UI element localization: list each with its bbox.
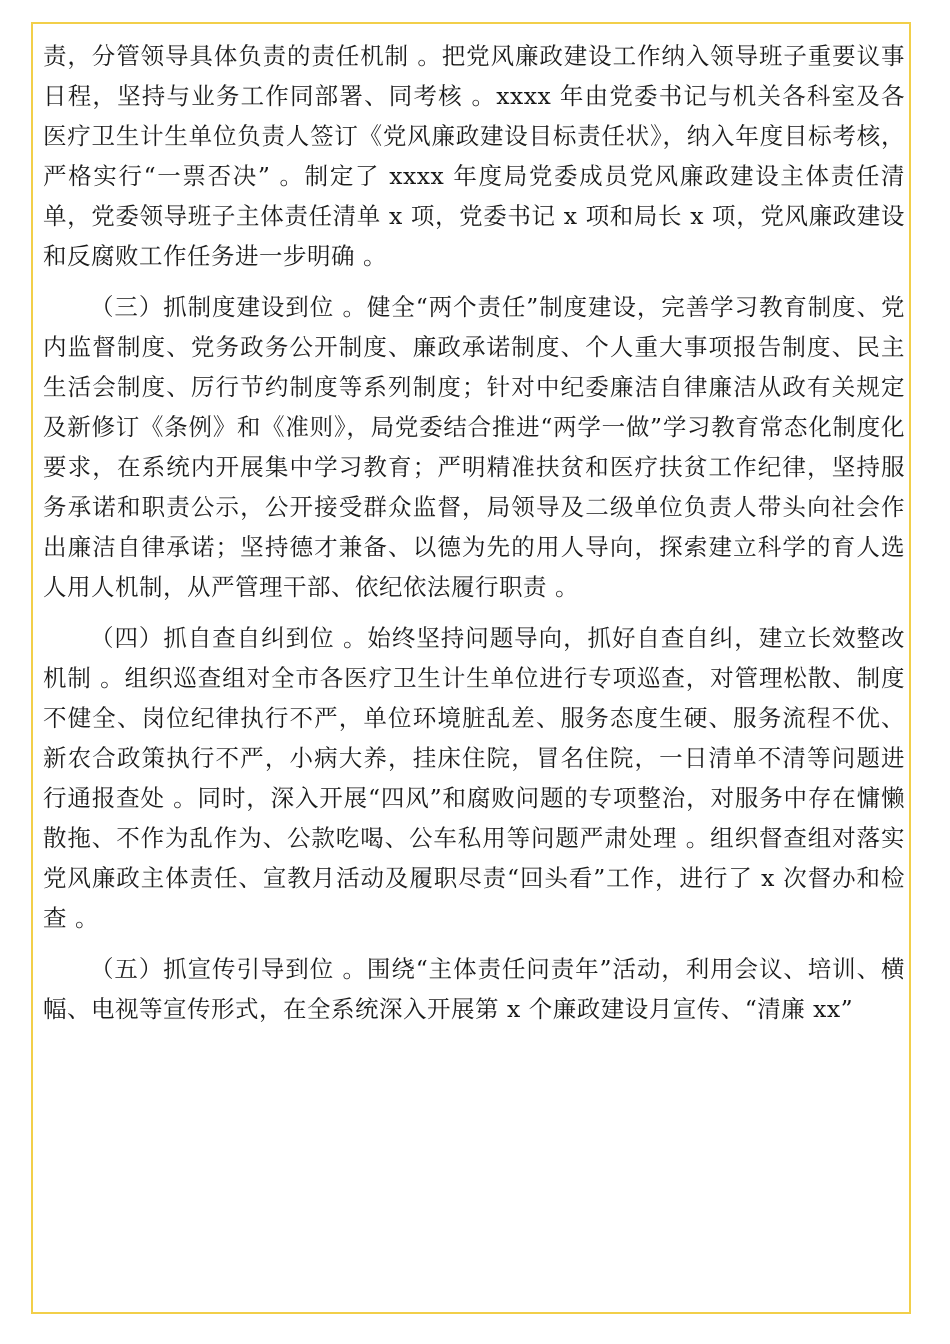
- paragraph-self-inspection: （四）抓自查自纠到位 。始终坚持问题导向，抓好自查自纠，建立长效整改机制 。组织巡查组对全市各医疗卫生计生单位进行专项巡查，对管理松散、制度不健全、岗位纪律执行不严，单位环境脏乱差、服务态度生硬、服务流程不优、新农合政策执行不严，小病大养，挂床住院，冒名住院，一日清单不清等问题进行通报查处 。同时，深入开展“四风”和腐败问题的专项整治，对服务中存在慵懒散拖、不作为乱作为、公款吃喝、公车私用等问题严肃处理 。组织督查组对落实党风廉政主体责任、宣教月活动及履职尽责“回头看”工作，进行了 x 次督办和检查 。: [43, 624, 905, 932]
- paragraph-publicity-guidance: （五）抓宣传引导到位 。围绕“主体责任问责年”活动，利用会议、培训、横幅、电视等宣传形式，在全系统深入开展第 x 个廉政建设月宣传、“清廉 xx”: [43, 955, 905, 1023]
- document-body: [43, 36, 905, 1040]
- paragraph-responsibility-mechanism: 责，分管领导具体负责的责任机制 。把党风廉政建设工作纳入领导班子重要议事日程，坚持与业务工作同部署、同考核 。xxxx 年由党委书记与机关各科室及各医疗卫生计生单位负责人签订《党风廉政建设目标责任状》，纳入年度目标考核，严格实行“一票否决” 。制定了 xxxx 年度局党委成员党风廉政建设主体责任清单，党委领导班子主体责任清单 x 项，党委书记 x 项和局长 x 项，党风廉政建设和反腐败工作任务进一步明确 。: [43, 42, 905, 270]
- paragraph-system-building: （三）抓制度建设到位 。健全“两个责任”制度建设，完善学习教育制度、党内监督制度、党务政务公开制度、廉政承诺制度、个人重大事项报告制度、民主生活会制度、厉行节约制度等系列制度；针对中纪委廉洁自律廉洁从政有关规定及新修订《条例》和《准则》，局党委结合推进“两学一做”学习教育常态化制度化要求，在系统内开展集中学习教育；严明精准扶贫和医疗扶贫工作纪律，坚持服务承诺和职责公示，公开接受群众监督，局领导及二级单位负责人带头向社会作出廉洁自律承诺；坚持德才兼备、以德为先的用人导向，探索建立科学的育人选人用人机制，从严管理干部、依纪依法履行职责 。: [43, 293, 905, 601]
